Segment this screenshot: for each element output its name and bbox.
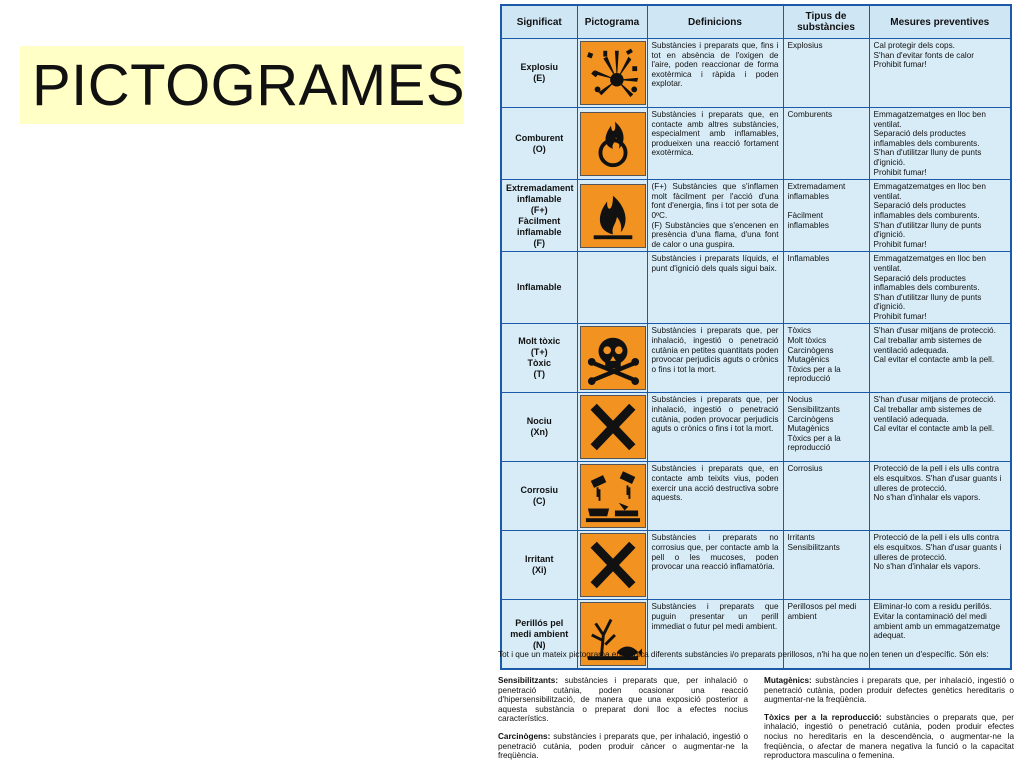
tipus-cell: Comburents	[783, 108, 869, 180]
footer-note: Carcinògens: substàncies i preparats que, per inhalació, ingestió o penetració cutània, poden produir càncer o augmentar-ne la freqüència.	[498, 731, 748, 761]
tipus-cell: Explosius	[783, 39, 869, 108]
table-row	[501, 180, 1011, 252]
hazard-document	[496, 0, 1016, 768]
tipus-cell: Nocius Sensibilitzants Carcinògens Mutagènics Tòxics per a la reproducció	[783, 393, 869, 462]
pictogram-cell	[577, 393, 647, 462]
pictogram-cell	[577, 531, 647, 600]
table-header-row	[501, 5, 1011, 39]
header-definicions: Definicions	[647, 5, 783, 39]
table-row	[501, 531, 1011, 600]
definicio-cell: Substàncies i preparats que, fins i tot en absència de l'oxigen de l'aire, poden reaccionar de forma exotèrmica i ràpida i poden explotar.	[647, 39, 783, 108]
footer-note: Mutagènics: substàncies i preparats que, per inhalació, ingestió o penetració cutània, poden produir defectes genètics hereditaris o augmentar-ne la freqüència.	[764, 676, 1014, 705]
mesures-cell: Protecció de la pell i els ulls contra els esquitxos. S'han d'usar guants i ulleres de protecció. No s'han d'inhalar els vapors.	[869, 462, 1011, 531]
header-tipus: Tipus de substàncies	[783, 5, 869, 39]
footer-right-column	[764, 676, 1014, 761]
definicio-cell: (F+) Substàncies que s'inflamen molt fàcilment per l'acció d'una font d'energia, fins i tot per sota de 0ºC. (F) Substàncies que s'encenen en presència d'una flama, d'una font de calor o una guspira.	[647, 180, 783, 252]
tipus-cell: Irritants Sensibilitzants	[783, 531, 869, 600]
significat-cell: Corrosiu (C)	[501, 462, 577, 531]
header-mesures: Mesures preventives	[869, 5, 1011, 39]
mesures-cell: Emmagatzematges en lloc ben ventilat. Separació dels productes inflamables dels comburents. S'han d'utilitzar lluny de punts d'ignició. Prohibit fumar!	[869, 180, 1011, 252]
tipus-cell: Extremadament inflamables Fàcilment inflamables	[783, 180, 869, 252]
significat-cell: Inflamable	[501, 252, 577, 324]
footer-intro: Tot i que un mateix pictograma ens indica diferents substàncies i/o preparats perillosos, n'hi ha que no en tenen un d'específic. Són els:	[498, 650, 989, 659]
significat-cell: Perillós pel medi ambient (N)	[501, 600, 577, 670]
significat-cell: Extremadament inflamable (F+) Fàcilment inflamable (F)	[501, 180, 577, 252]
mesures-cell: S'han d'usar mitjans de protecció. Cal treballar amb sistemes de ventilació adequada. Cal evitar el contacte amb la pell.	[869, 393, 1011, 462]
table-row	[501, 462, 1011, 531]
pictogram-cell	[577, 108, 647, 180]
pictogram-cell	[577, 180, 647, 252]
tipus-cell: Tòxics Molt tòxics Carcinògens Mutagènics Tòxics per a la reproducció	[783, 324, 869, 393]
significat-cell: Irritant (Xi)	[501, 531, 577, 600]
definicio-cell: Substàncies i preparats que, per inhalació, ingestió o penetració cutània, poden provocar perjudicis aguts o crònics o fins i tot la mort.	[647, 393, 783, 462]
pictogram-cell	[577, 324, 647, 393]
pictogram-cell	[577, 39, 647, 108]
definicio-cell: Substàncies i preparats que, per inhalació, ingestió o penetració cutània en petites quantitats poden provocar perjudicis aguts o crònics o fins i tot la mort.	[647, 324, 783, 393]
mesures-cell: S'han d'usar mitjans de protecció. Cal treballar amb sistemes de ventilació adequada. Cal evitar el contacte amb la pell.	[869, 324, 1011, 393]
tipus-cell: Corrosius	[783, 462, 869, 531]
table-row	[501, 393, 1011, 462]
oxidizer-flame-icon	[580, 112, 646, 176]
hazard-table	[500, 4, 1012, 670]
table-row	[501, 252, 1011, 324]
pictogram-cell	[577, 462, 647, 531]
mesures-cell: Eliminar-lo com a residu perillós. Evitar la contaminació del medi ambient amb un emmagatzematge adequat.	[869, 600, 1011, 670]
tipus-cell: Inflamables	[783, 252, 869, 324]
skull-crossbones-icon	[580, 326, 646, 390]
table-row	[501, 108, 1011, 180]
definicio-cell: Substàncies i preparats no corrosius que, per contacte amb la pell o les mucoses, poden provocar una reacció inflamatòria.	[647, 531, 783, 600]
explosion-icon	[580, 41, 646, 105]
corrosive-icon	[580, 464, 646, 528]
pictogram-cell	[577, 252, 647, 324]
footer-left-column	[498, 676, 748, 761]
table-row	[501, 39, 1011, 108]
cross-x-icon	[580, 395, 646, 459]
definicio-cell: Substàncies i preparats que puguin presentar un perill immediat o futur pel medi ambient.	[647, 600, 783, 670]
mesures-cell: Emmagatzematges en lloc ben ventilat. Separació dels productes inflamables dels comburents. S'han d'utilitzar lluny de punts d'ignició. Prohibit fumar!	[869, 108, 1011, 180]
header-pictograma: Pictograma	[577, 5, 647, 39]
significat-cell: Explosiu (E)	[501, 39, 577, 108]
footer-note: Tòxics per a la reproducció: substàncies o preparats que, per inhalació, ingestió o penetració cutània, poden produir efectes nocius no hereditaris en la descendència, o augmentar-ne la freqüència, o afectar de manera negativa la funció o la capacitat reproductora masculina o femenina.	[764, 712, 1014, 761]
slide-title: PICTOGRAMES	[32, 52, 466, 118]
definicio-cell: Substàncies i preparats líquids, el punt d'ignició dels quals sigui baix.	[647, 252, 783, 324]
definicio-cell: Substàncies i preparats que, en contacte amb teixits vius, poden exercir una acció destructiva sobre aquests.	[647, 462, 783, 531]
mesures-cell: Protecció de la pell i els ulls contra els esquitxos. S'han d'usar guants i ulleres de protecció. No s'han d'inhalar els vapors.	[869, 531, 1011, 600]
tipus-cell: Perillosos pel medi ambient	[783, 600, 869, 670]
flame-icon	[580, 184, 646, 248]
significat-cell: Molt tòxic (T+) Tòxic (T)	[501, 324, 577, 393]
significat-cell: Comburent (O)	[501, 108, 577, 180]
significat-cell: Nociu (Xn)	[501, 393, 577, 462]
cross-x-icon	[580, 533, 646, 597]
header-significat: Significat	[501, 5, 577, 39]
mesures-cell: Cal protegir dels cops. S'han d'evitar fonts de calor Prohibit fumar!	[869, 39, 1011, 108]
mesures-cell: Emmagatzematges en lloc ben ventilat. Separació dels productes inflamables dels comburents. S'han d'utilitzar lluny de punts d'ignició. Prohibit fumar!	[869, 252, 1011, 324]
slide-title-box	[20, 46, 464, 124]
table-row	[501, 324, 1011, 393]
footer-note: Sensibilitzants: substàncies i preparats que, per inhalació o penetració cutània, poden ocasionar una reacció d'hipersensibilització, de manera que una exposició posterior a aquesta substància o preparat doni lloc a efectes nocius característics.	[498, 676, 748, 724]
definicio-cell: Substàncies i preparats que, en contacte amb altres substàncies, especialment amb inflamables, produeixen una reacció fortament exotèrmica.	[647, 108, 783, 180]
